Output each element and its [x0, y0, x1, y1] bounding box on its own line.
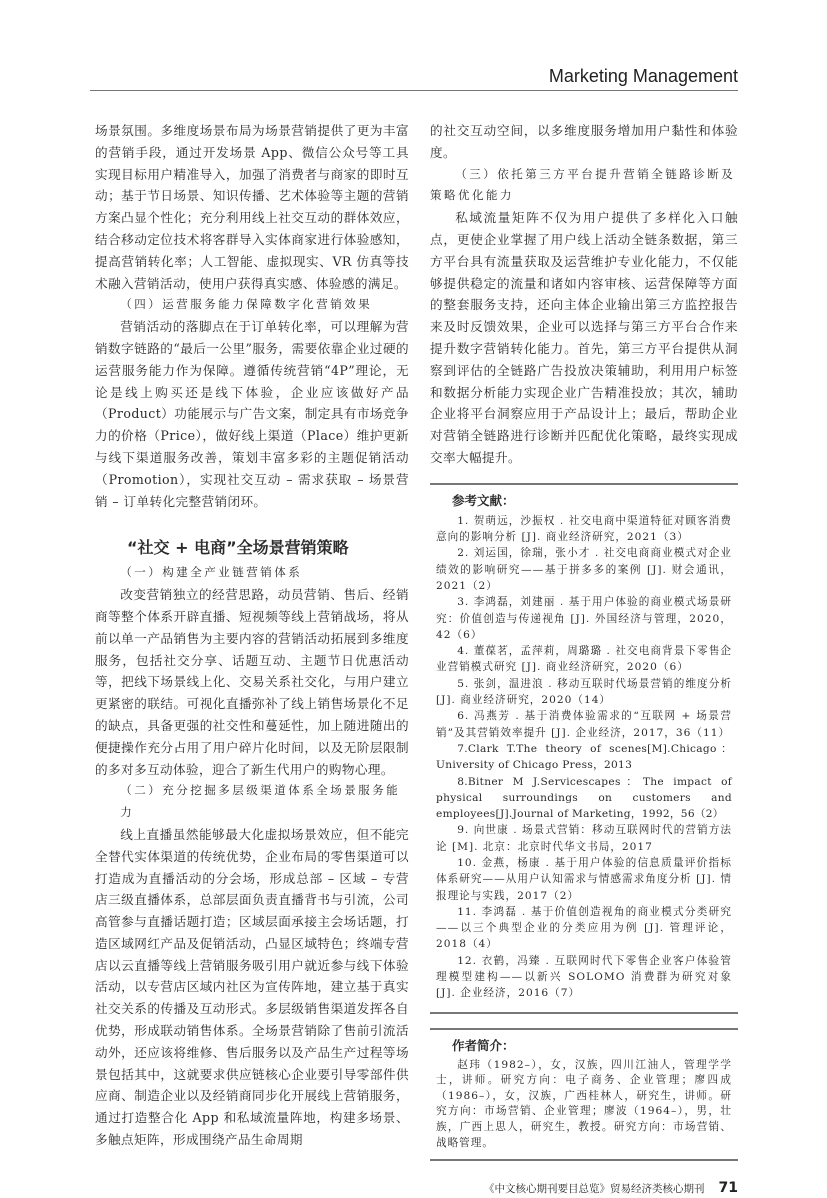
references-box — [430, 483, 738, 1014]
paragraph: 场景氛围。多维度场景布局为场景营销提供了更为丰富的营销手段，通过开发场景 App、微信公众号等工具实现目标用户精准导入，加强了消费者与商家的即时互动；基于节日场景、知识传播、艺术体验等主题的营销方案凸显个性化；充分利用线上社交互动的群体效应，结合移动定位技术将客群导入实体商家进行体验感知，提高营销转化率；人工智能、虚拟现实、VR 仿真等技术融入营销活动，使用户获得真实感、体验感的满足。 — [95, 123, 409, 291]
header-rule — [90, 90, 738, 91]
subsection-heading: （四）运营服务能力保障数字化营销效果 — [120, 297, 373, 312]
reference-item: 4. 董葆茗，孟萍莉，周璐璐 . 社交电商背景下零售企业营销模式研究 [J]. 商业经济研究，2020（6） — [436, 645, 732, 674]
paragraph: 营销活动的落脚点在于订单转化率，可以理解为营销数字链路的“最后一公里”服务，需要依靠企业过硬的运营服务能力作为保障。遵循传统营销“4P”理论，无论是线上购买还是线下体验，企业应该做好产品（Product）功能展示与广告文案，制定具有市场竞争力的价格（Price），做好线上渠道（Place）维护更新与线下渠道服务改善，策划丰富多彩的主题促销活动（Promotion），实现社交互动 – 需求获取 – 场景营销 – 订单转化完整营销闭环。 — [95, 319, 409, 509]
section-heading: “社交 + 电商”全场景营销策略 — [127, 538, 349, 558]
right-column — [430, 120, 738, 1198]
running-header-title: Marketing Management — [548, 66, 738, 86]
reference-item: 2. 刘运国，徐瑞，张小才 . 社交电商商业模式对企业绩效的影响研究——基于拼多多的案例 [J]. 财会通讯，2021（2） — [436, 547, 732, 592]
author-title: 作者简介： — [452, 1037, 515, 1053]
references-bottom-rule — [430, 1012, 738, 1014]
footer-journal: 《中文核心期刊要目总览》贸易经济类核心期刊 — [484, 1183, 705, 1196]
paragraph: 线上直播虽然能够最大化虚拟场景效应，但不能完全替代实体渠道的传统优势，企业布局的零售渠道可以打造成为直播活动的分会场，形成总部 – 区域 – 专营店三级直播体系，总部层面负责直播背书与引流，公司高管参与直播话题打造；区域层面承接主会场话题，打造区域网红产品及促销活动，凸显区域特色；终端专营店以云直播等线上营销服务吸引用户就近参与线下体验活动，以专营店区域内社区为宣传阵地，建立基于真实社交关系的传播及互动形式。多层级销售渠道发挥各自优势，形成联动销售体系。全场景营销除了售前引流活动外，还应该将维修、售后服务以及产品生产过程等场景包括其中，这就要求供应链核心企业要引导零部件供应商、制造企业以及经销商同步化开展线上营销服务，通过打造整合化 App 和私域流量阵地，构建多场景、多触点矩阵，形成围绕产品生命周期 — [95, 826, 409, 1148]
paragraph: 私域流量矩阵不仅为用户提供了多样化入口触点，更使企业掌握了用户线上活动全链条数据，第三方平台具有流量获取及运营维护专业化能力，不仅能够提供稳定的流量和诸如内容审核、运营保障等方面的整套服务支持，还向主体企业输出第三方监控报告来及时反馈效果，企业可以选择与第三方平台合作来提升数字营销转化能力。首先，第三方平台提供从洞察到评估的全链路广告投放决策辅助，利用用户标签和数据分析能力实现企业广告精准投放；其次，辅助企业将平台洞察应用于产品设计上；最后，帮助企业对营销全链路进行诊断并匹配优化策略，最终实现成交率大幅提升。 — [430, 210, 738, 465]
left-column — [95, 120, 409, 1151]
reference-item: 8.Bitner M J.Servicescapes：The impact of physical surroundings on customers and employees[J].Journal of Marketing，1992，56（2） — [436, 775, 732, 821]
paragraph: 的社交互动空间，以多维度服务增加用户黏性和体验度。 — [430, 123, 738, 160]
references-list — [436, 513, 732, 1002]
paragraph: 改变营销独立的经营思路，动员营销、售后、经销商等整个体系开辟直播、短视频等线上营销战场，将从前以单一产品销售为主要内容的营销活动拓展到多维度服务，包括社交分享、话题互动、主题节日优惠活动等，把线下场景线上化、交易关系社交化，与用户建立更紧密的联结。可视化直播弥补了线上销售场景化不足的缺点，具备更强的社交性和蔓延性，加上随进随出的便捷操作充分占用了用户碎片化时间，以及无阶层限制的多对多互动体验，迎合了新生代用户的购物心理。 — [95, 587, 409, 777]
reference-item: 1. 贺萌远，沙振权 . 社交电商中渠道特征对顾客消费意向的影响分析 [J]. 商业经济研究，2021（3） — [436, 514, 732, 544]
reference-item: 6. 冯燕芳 . 基于消费体验需求的“互联网 + 场景营销”及其营销效率提升 [J]. 企业经济，2017，36（11） — [436, 710, 732, 739]
references-top-rule — [430, 483, 738, 485]
references-title: 参考文献： — [452, 492, 515, 508]
reference-item: 12. 衣鹤，冯臻 . 互联网时代下零售企业客户体验管理模型建构——以新兴 SOLOMO 消费群为研究对象 [J]. 企业经济，2016（7） — [436, 954, 732, 1000]
subsection-heading: （三）依托第三方平台提升营销全链路诊断及策略优化能力 — [430, 166, 736, 203]
reference-item: 10. 金燕，杨康 . 基于用户体验的信息质量评价指标体系研究——从用户认知需求与情感需求角度分析 [J]. 情报理论与实践，2017（2） — [436, 856, 732, 902]
author-bio: 赵玮（1982–），女，汉族，四川江油人，管理学学士，讲师。研究方向：电子商务、企业管理；廖四成（1986–），女，汉族，广西桂林人，研究生，讲师。研究方向：市场营销、企业管理；廖波（1964–），男，壮族，广西上思人，研究生，教授。研究方向：市场营销、战略管理。 — [436, 1058, 732, 1149]
page-footer — [430, 1179, 738, 1198]
subsection-heading: （二）充分挖掘多层级渠道体系全场景服务能力 — [120, 783, 401, 820]
author-top-rule — [430, 1028, 738, 1030]
reference-item: 3. 李鸿磊，刘建丽 . 基于用户体验的商业模式场景研究：价值创造与传递视角 [J]. 外国经济与管理，2020，42（6） — [436, 596, 732, 641]
reference-item: 7.Clark T.The theory of scenes[M].Chicago：University of Chicago Press，2013 — [436, 742, 732, 772]
reference-item: 9. 向世康 . 场景式营销：移动互联网时代的营销方法论 [M]. 北京：北京时代华文书局，2017 — [436, 824, 732, 853]
reference-item: 5. 张剑，温进浪 . 移动互联时代场景营销的维度分析 [J]. 商业经济研究，2020（14） — [436, 677, 732, 707]
subsection-heading: （一）构建全产业链营销体系 — [120, 565, 303, 580]
reference-item: 11. 李鸿磊 . 基于价值创造视角的商业模式分类研究——以三个典型企业的分类应用为例 [J]. 管理评论，2018（4） — [436, 905, 732, 951]
page-number: 71 — [718, 1180, 738, 1197]
author-box — [430, 1028, 738, 1162]
